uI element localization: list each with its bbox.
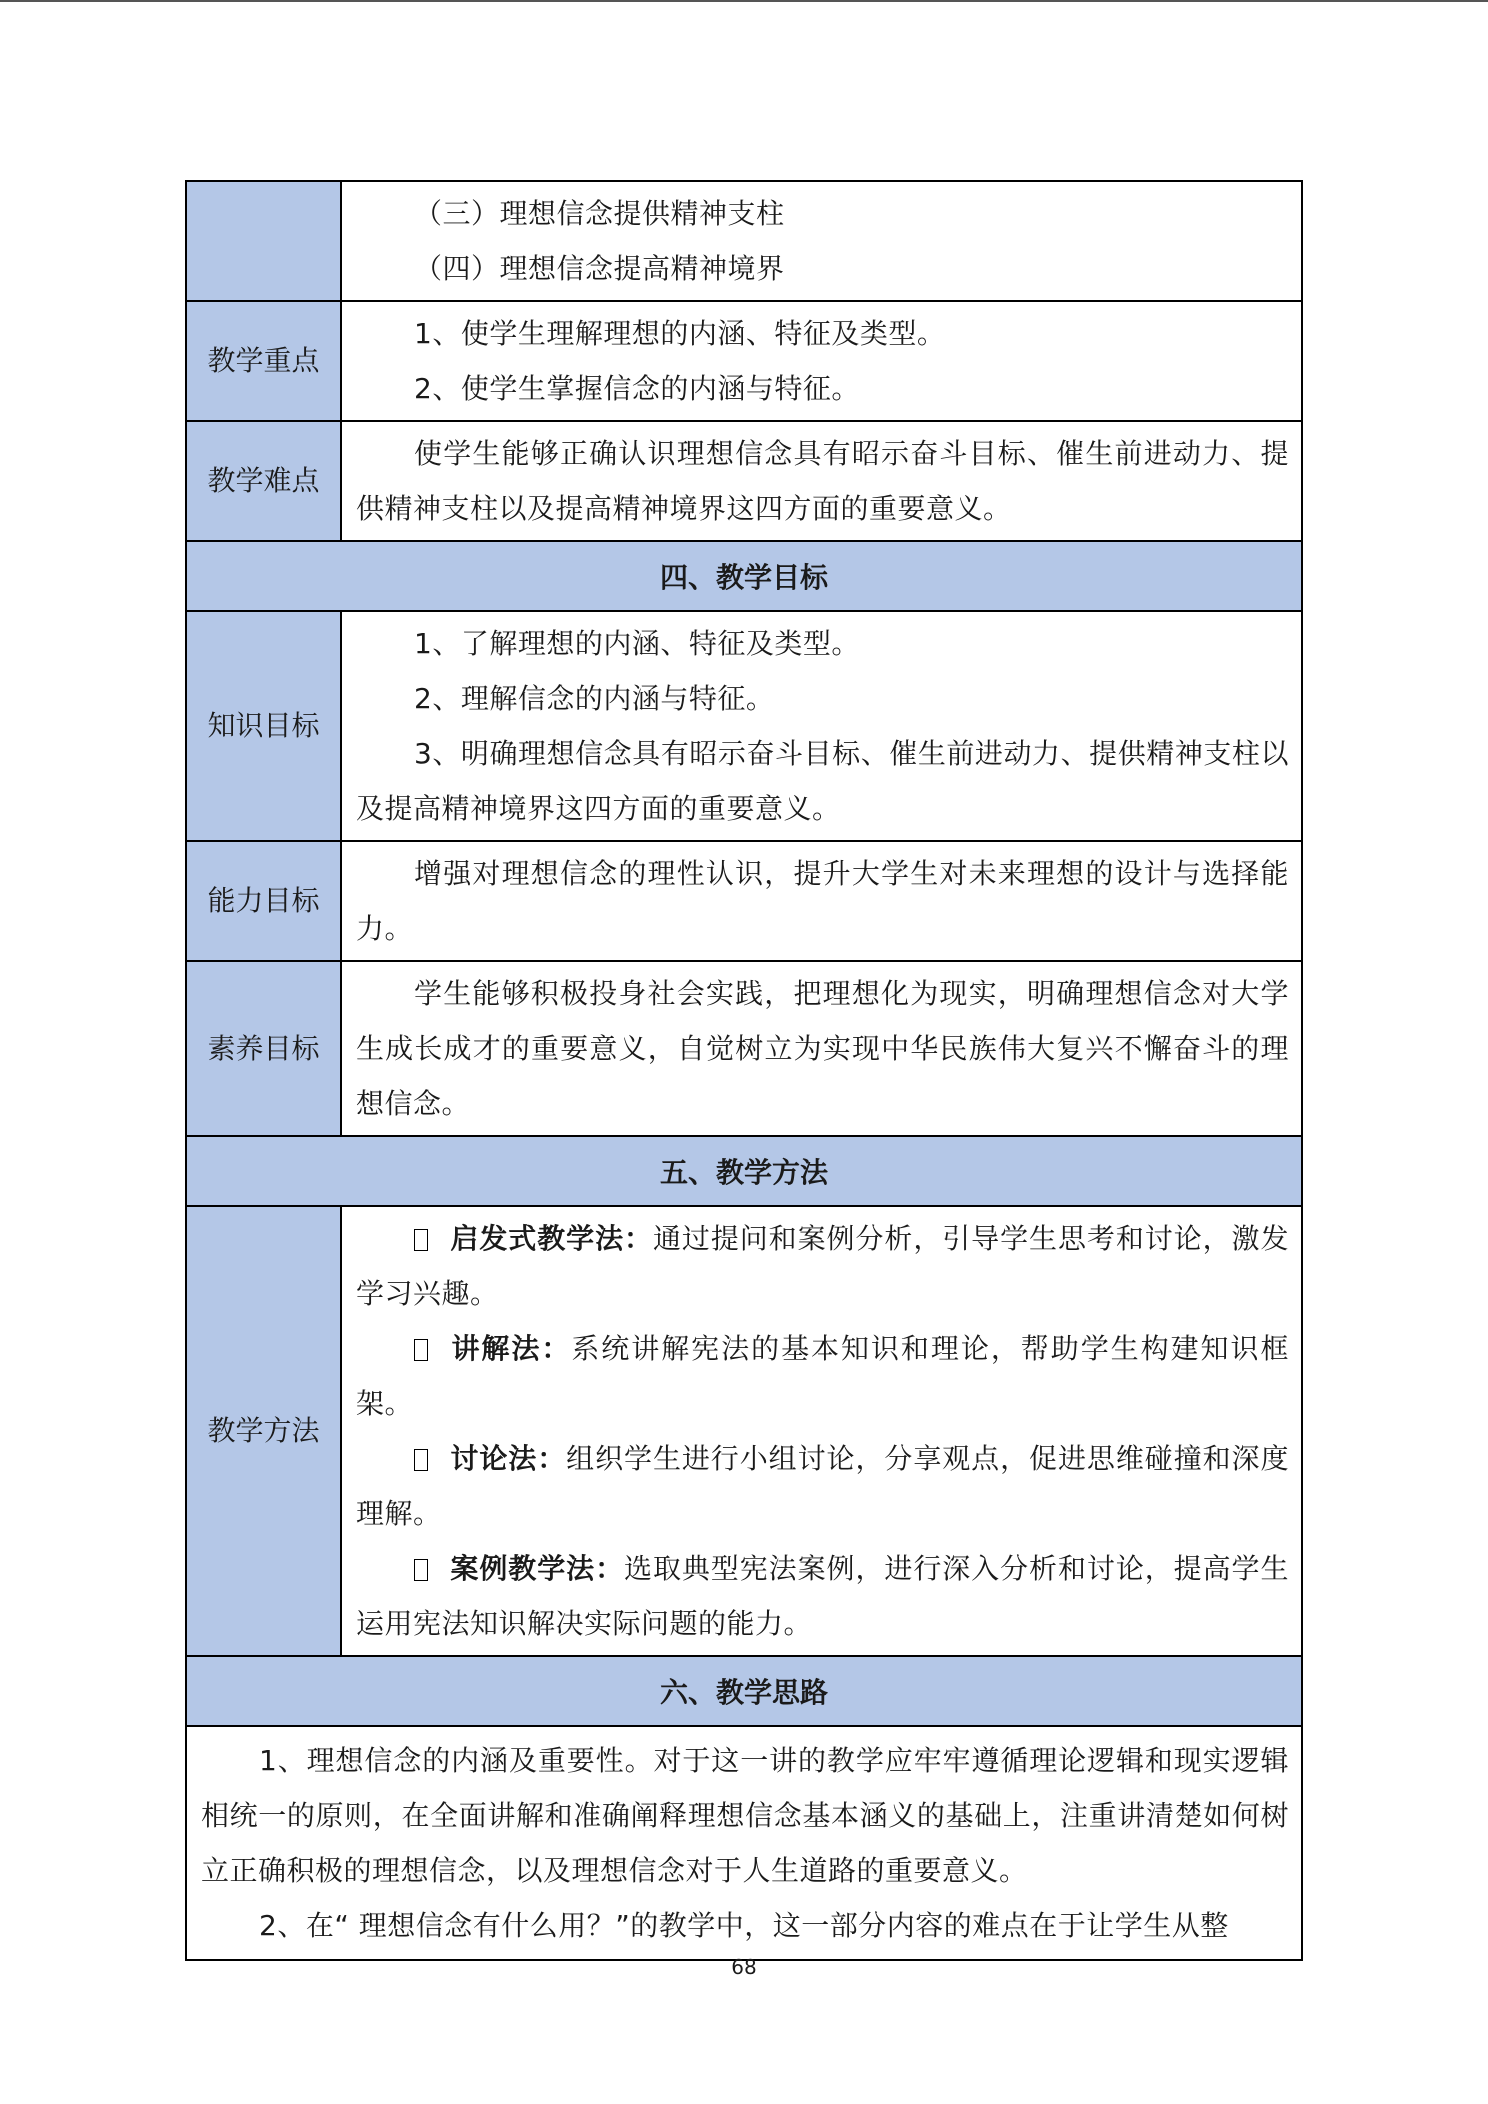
section-header-row [186,1656,1302,1726]
knowledge-objective-content [341,611,1302,841]
teaching-ideas-content [186,1726,1302,1960]
literacy-text: 学生能够积极投身社会实践，把理想化为现实，明确理想信念对大学生成长成才的重要意义，自觉树立为实现中华民族伟大复兴不懈奋斗的理想信念。 [356,977,1289,1120]
knowledge-objective-label: 知识目标 [186,611,341,841]
teaching-methods-row [186,1206,1302,1656]
knowledge-item: 2、理解信念的内涵与特征。 [414,682,775,715]
knowledge-item: 1、了解理想的内涵、特征及类型。 [414,627,860,660]
teaching-focus-content [341,301,1302,421]
checkbox-icon [414,1229,428,1251]
method-description: 系统讲解宪法的基本知识和理论，帮助学生构建知识框架。 [356,1332,1289,1420]
lesson-plan-table [185,180,1303,1961]
literacy-objective-content [341,961,1302,1136]
section-heading-methods: 五、教学方法 [186,1136,1302,1206]
method-title: 启发式教学法： [450,1222,653,1255]
teaching-focus-row [186,301,1302,421]
teaching-difficulty-label: 教学难点 [186,421,341,541]
literacy-objective-label: 素养目标 [186,961,341,1136]
checkbox-icon [414,1559,428,1581]
idea-paragraph: 2、在“ 理想信念有什么用？”的教学中，这一部分内容的难点在于让学生从整 [259,1909,1229,1942]
checkbox-icon [414,1449,428,1471]
continuation-row [186,181,1302,301]
section-header-row [186,541,1302,611]
method-item [356,1431,1289,1541]
content-line: （四）理想信念提高精神境界 [414,252,785,285]
checkbox-icon [414,1339,428,1361]
method-item [356,1211,1289,1321]
section-heading-objectives: 四、教学目标 [186,541,1302,611]
teaching-methods-label: 教学方法 [186,1206,341,1656]
method-description: 选取典型宪法案例，进行深入分析和讨论，提高学生运用宪法知识解决实际问题的能力。 [356,1552,1289,1640]
method-title: 案例教学法： [450,1552,625,1585]
method-item [356,1321,1289,1431]
knowledge-item: 3、明确理想信念具有昭示奋斗目标、催生前进动力、提供精神支柱以及提高精神境界这四方面的重要意义。 [356,737,1289,825]
top-border-line [0,0,1488,2]
ability-objective-label: 能力目标 [186,841,341,961]
ability-text: 增强对理想信念的理性认识，提升大学生对未来理想的设计与选择能力。 [356,857,1289,945]
method-title: 讲解法： [450,1332,572,1365]
knowledge-objective-row [186,611,1302,841]
ability-objective-content [341,841,1302,961]
section-heading-ideas: 六、教学思路 [186,1656,1302,1726]
teaching-focus-label: 教学重点 [186,301,341,421]
method-description: 组织学生进行小组讨论，分享观点，促进思维碰撞和深度理解。 [356,1442,1289,1530]
literacy-objective-row [186,961,1302,1136]
page-number: 68 [731,1955,757,1979]
section-header-row [186,1136,1302,1206]
method-description: 通过提问和案例分析，引导学生思考和讨论，激发学习兴趣。 [356,1222,1289,1310]
teaching-difficulty-content [341,421,1302,541]
ability-objective-row [186,841,1302,961]
continuation-content [341,181,1302,301]
idea-paragraph: 1、理想信念的内涵及重要性。对于这一讲的教学应牢牢遵循理论逻辑和现实逻辑相统一的原则，在全面讲解和准确阐释理想信念基本涵义的基础上，注重讲清楚如何树立正确积极的理想信念，以及理想信念对于人生道路的重要意义。 [201,1744,1289,1887]
difficulty-text: 使学生能够正确认识理想信念具有昭示奋斗目标、催生前进动力、提供精神支柱以及提高精神境界这四方面的重要意义。 [356,437,1289,525]
method-title: 讨论法： [450,1442,567,1475]
focus-line: 1、使学生理解理想的内涵、特征及类型。 [414,317,946,350]
continuation-label-cell [186,181,341,301]
teaching-ideas-row [186,1726,1302,1960]
teaching-difficulty-row [186,421,1302,541]
teaching-methods-content [341,1206,1302,1656]
content-line: （三）理想信念提供精神支柱 [414,197,785,230]
focus-line: 2、使学生掌握信念的内涵与特征。 [414,372,860,405]
method-item [356,1541,1289,1651]
